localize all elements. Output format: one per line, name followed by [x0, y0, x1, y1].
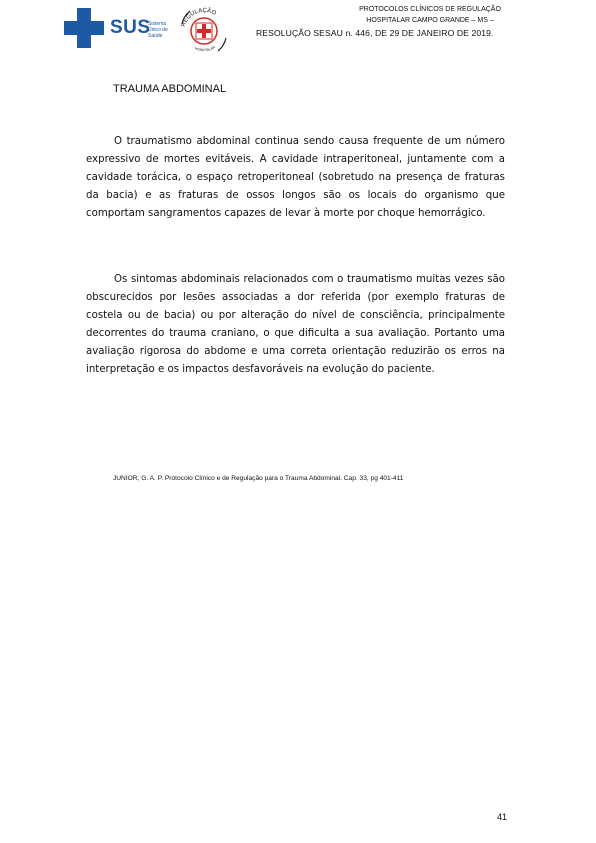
header-resolution: RESOLUÇÃO SESAU n. 446, DE 29 DE JANEIRO DE 2019. [256, 28, 494, 38]
paragraph-1: O traumatismo abdominal continua sendo causa frequente de um número expressivo de mortes evitáveis. A cavidade intraperitoneal, juntamente com a cavidade torácica, o espaço retroperitoneal (sobretudo na presença de fraturas da bacia) e as fraturas de ossos longos são os locais do organismo que comportam sangramentos capazes de levar à morte por choque hemorrágico. [86, 136, 505, 220]
header-line-1: PROTOCOLOS CLÍNICOS DE REGULAÇÃO [359, 6, 501, 13]
page-number: 41 [497, 812, 508, 822]
sus-logo-text: SUS [110, 17, 151, 38]
page-header [0, 0, 596, 60]
header-line-2: HOSPITALAR CAMPO GRANDE – MS – [366, 17, 494, 24]
sus-logo [64, 8, 174, 48]
regulation-logo-arc-top: REGULAÇÃO [180, 7, 217, 28]
section-title: TRAUMA ABDOMINAL [113, 83, 227, 95]
svg-text:HOSPITALAR [194, 45, 216, 52]
regulation-logo-arc-bottom: HOSPITALAR [194, 45, 217, 53]
sus-logo-subtext: Sistema Único de Saúde [148, 21, 168, 39]
regulation-logo [176, 2, 232, 58]
reference-citation: JUNIOR, G. A. P. Protocolo Clínico e de Regulação para o Trauma Abdominal. Cap. 33, pg 401-411 [113, 475, 404, 482]
paragraph-2: Os sintomas abdominais relacionados com o traumatismo muitas vezes são obscurecidos por lesões associadas a dor referida (por exemplo fraturas de costela ou de bacia) ou por alteração do nível de consciência, principalmente decorrentes do trauma craniano, o que dificulta a sua avaliação. Portanto uma avaliação rigorosa do abdome e uma correta orientação reduzirão os erros na interpretação e os impactos desfavoráveis na evolução do paciente. [86, 274, 505, 376]
sus-cross-icon [64, 8, 104, 48]
